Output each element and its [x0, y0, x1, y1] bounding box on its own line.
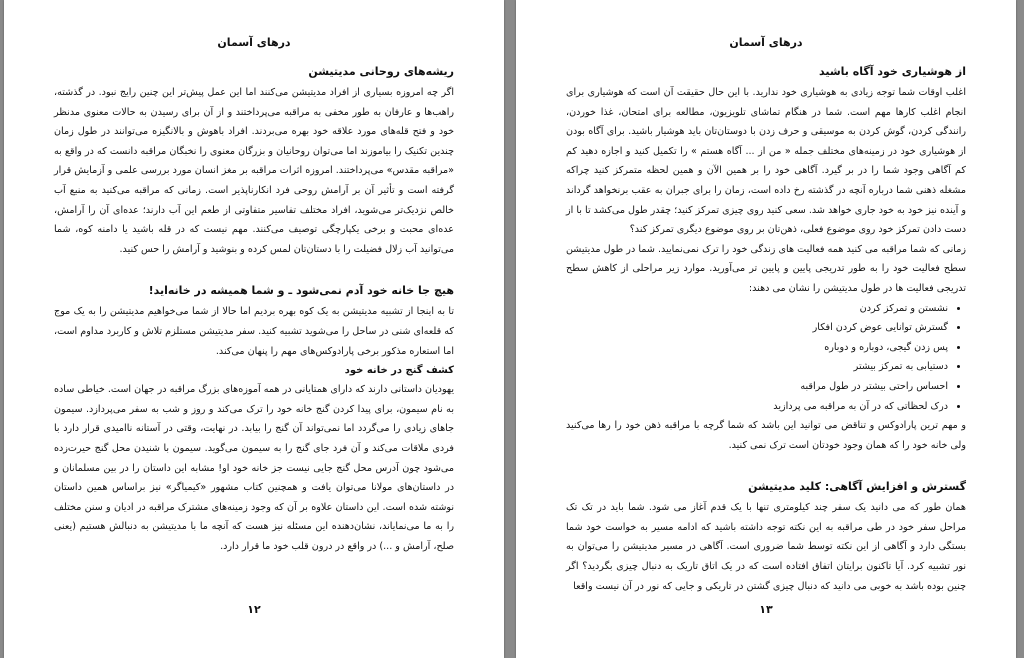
- paragraph: زمانی که شما مراقبه می کنید همه فعالیت های زندگی خود را ترک نمی‌نمایید. شما در طول مدیتیشن سطح فعالیت خود را به طور تدریجی پایین و پایین تر می‌آورید. موارد زیر مراحلی از کاهش سطح تدریجی فعالیت ها در طول مدیتیشن را نشان می دهند:: [566, 243, 966, 294]
- section-heading: ریشه‌های روحانی مدیتیشن: [308, 65, 454, 78]
- paragraph: اگر چه امروزه بسیاری از افراد مدیتیشن می‌کنند اما این عمل پیش‌تر این چنین رایج نبود. در گذشته، راهب‌ها و عارفان به طور مخفی به مراقبه می‌پرداختند و از آن برای رسیدن به حالات معنوی مدنظر خود و فتح قله‌های مورد علاقه خود بهره می‌بردند. افراد باهوش و بالانگیزه می‌توانند در طول زمان چندین تکنیک را بیاموزند اما می‌توان روحانیان و بزرگان معنوی را نخبگان مراقبه دانست که در واقع به «مراقبه مقدس» می‌پرداختند. امروزه اثرات مراقبه بر مغز انسان مورد بررسی علمی و آزمایش قرار گرفته است و تأثیر آن بر آرامش روحی فرد انکارناپذیر است. زمانی که مراقبه می‌کنید به منبع آب خالص نزدیک‌تر می‌شوید، افراد مختلف تفاسیر متفاوتی از طعم این آب دارند؛ عده‌ای آن را آرامش، عده‌ای محبت و برخی یکپارچگی توصیف می‌کنند. مهم نیست که در قله باشید یا دامنه کوه، شما می‌توانید آب زلال فضیلت را با دستان‌تان لمس کرده و بنوشید و آرامش را حس کنید.: [54, 87, 454, 255]
- list-item: • گسترش توانایی عوض کردن افکار: [566, 318, 948, 338]
- page-number: ۱۲: [247, 603, 261, 616]
- section-heading: از هوشیاری خود آگاه باشید: [819, 65, 966, 78]
- subsection-heading: کشف گنج در خانه خود: [344, 365, 454, 377]
- list-item: • پس زدن گیجی، دوباره و دوباره: [566, 338, 948, 358]
- page-content: [566, 62, 966, 596]
- paragraph: یهودیان داستانی دارند که دارای همتایانی در همه آموزه‌های بزرگ مراقبه در جهان است. خیاطی ساده به نام سیمون، برای پیدا کردن گنج خانه خود را ترک می‌کند و روز و شب به سفر می‌پردازد. سیمون جاهای زیادی را می‌گردد اما نمی‌تواند آن گنج را بیابد. در نهایت، وقتی در آستانه ناامیدی قرار دارد با فردی ملاقات می‌کند و آن فرد جای گنج را به سیمون می‌گوید. سیمون با شنیدن محل گنج حیرت‌زده می‌شود چون آدرس محل گنج جایی نیست جز خانه خود او! مشابه این داستان را در بین مسلمانان و در داستان‌های مولانا می‌توان یافت و همچنین کتاب مشهور «کیمیاگر» نیز براساس همین داستان نوشته شده است. این داستان علاوه بر آن که وجود زمینه‌های مشترک مراقبه در ادیان و سنن مختلف را به ما می‌نمایاند، نشان‌دهنده این مسئله نیز هست که آنچه ما با مدیتیشن به دنبالش هستیم (یعنی صلح، آرامش و ...) در واقع در درون قلب خود ما قرار دارد.: [54, 384, 454, 552]
- paragraph: همان طور که می دانید یک سفر چند کیلومتری تنها با یک قدم آغاز می شود. شما باید در تک تک مراحل سفر خود در طی مراقبه به این نکته توجه داشته باشید که ادامه مسیر به خواست خود شما بستگی دارد و آگاهی از این نکته توسط شما ضروری است. آگاهی در مسیر مدیتیشن را می‌توان به نور تشبیه کرد. آیا تاکنون برایتان اتفاق افتاده است که در یک اتاق تاریک به دنبال چیزی بگردید؟ اگر چنین بوده باشد به خوبی می دانید که دنبال چیزی گشتن در تاریکی و جایی که نور در آن نیست واقعا: [566, 502, 966, 592]
- right-page: [516, 0, 1016, 658]
- running-head: درهای آسمان: [217, 36, 291, 49]
- page-number: ۱۳: [759, 603, 773, 616]
- paragraph: اغلب اوقات شما توجه زیادی به هوشیاری خود ندارید. با این حال حقیقت آن است که هوشیاری برای انجام اغلب کارها مهم است. شما در هنگام تماشای تلویزیون، مطالعه برای امتحان، غذا خوردن، رانندگی کردن، گوش کردن به موسیقی و حرف زدن با دوستان‌تان باید هوشیار باشید. برای آگاه بودن از هوشیاری خود در زمینه‌های مختلف جمله « من از ... آگاه هستم » را تکمیل کنید و اجازه دهید کم کم آگاهی وجود شما را در بر گیرد. آگاهی خود را بر همین الآن و همین لحظه متمرکز کنید چراکه مشغله ذهنی شما درباره آنچه در گذشته رخ داده است، زمان را برای جبران به عقب برنخواهد گرداند و آینده نیز خود به خود جاری خواهد شد. سعی کنید روی چیزی تمرکز کنید؛ چقدر طول می‌کشد تا با از دست دادن تمرکز خود روی موضوع فعلی، ذهن‌تان بر روی موضوع دیگری تمرکز کند؟: [566, 87, 966, 236]
- list-item: • نشستن و تمرکز کردن: [566, 299, 948, 319]
- running-head: درهای آسمان: [729, 36, 803, 49]
- section-heading: هیچ جا خانه خود آدم نمی‌شود ـ و شما همیشه در خانه‌اید!: [148, 284, 454, 298]
- section-heading: گسترش و افزایش آگاهی: کلید مدیتیشن: [748, 480, 966, 494]
- list-item: • درک لحظاتی که در آن به مراقبه می پردازید: [566, 397, 948, 417]
- paragraph: تا به اینجا از تشبیه مدیتیشن به یک کوه بهره بردیم اما حالا از شما می‌خواهیم مدیتیشن را به یک موج که قلعه‌ای شنی در ساحل را می‌شوید تشبیه کنید. سفر مدیتیشن مستلزم تلاش و کاربرد مداوم است، اما استعاره مذکور برخی پارادوکس‌های مهم را پنهان می‌کند.: [54, 306, 454, 357]
- bullet-list: [566, 299, 966, 417]
- page-content: [54, 62, 454, 566]
- list-item: • احساس راحتی بیشتر در طول مراقبه: [566, 377, 948, 397]
- paragraph: و مهم ترین پارادوکس و تناقض می توانید این باشد که شما گرچه با مراقبه ذهن خود را رها می‌کنید ولی خانه خود را که همان وجود خودتان است ترک نمی کنید.: [566, 420, 966, 451]
- list-item: • دستیابی به تمرکز بیشتر: [566, 357, 948, 377]
- left-page: [4, 0, 504, 658]
